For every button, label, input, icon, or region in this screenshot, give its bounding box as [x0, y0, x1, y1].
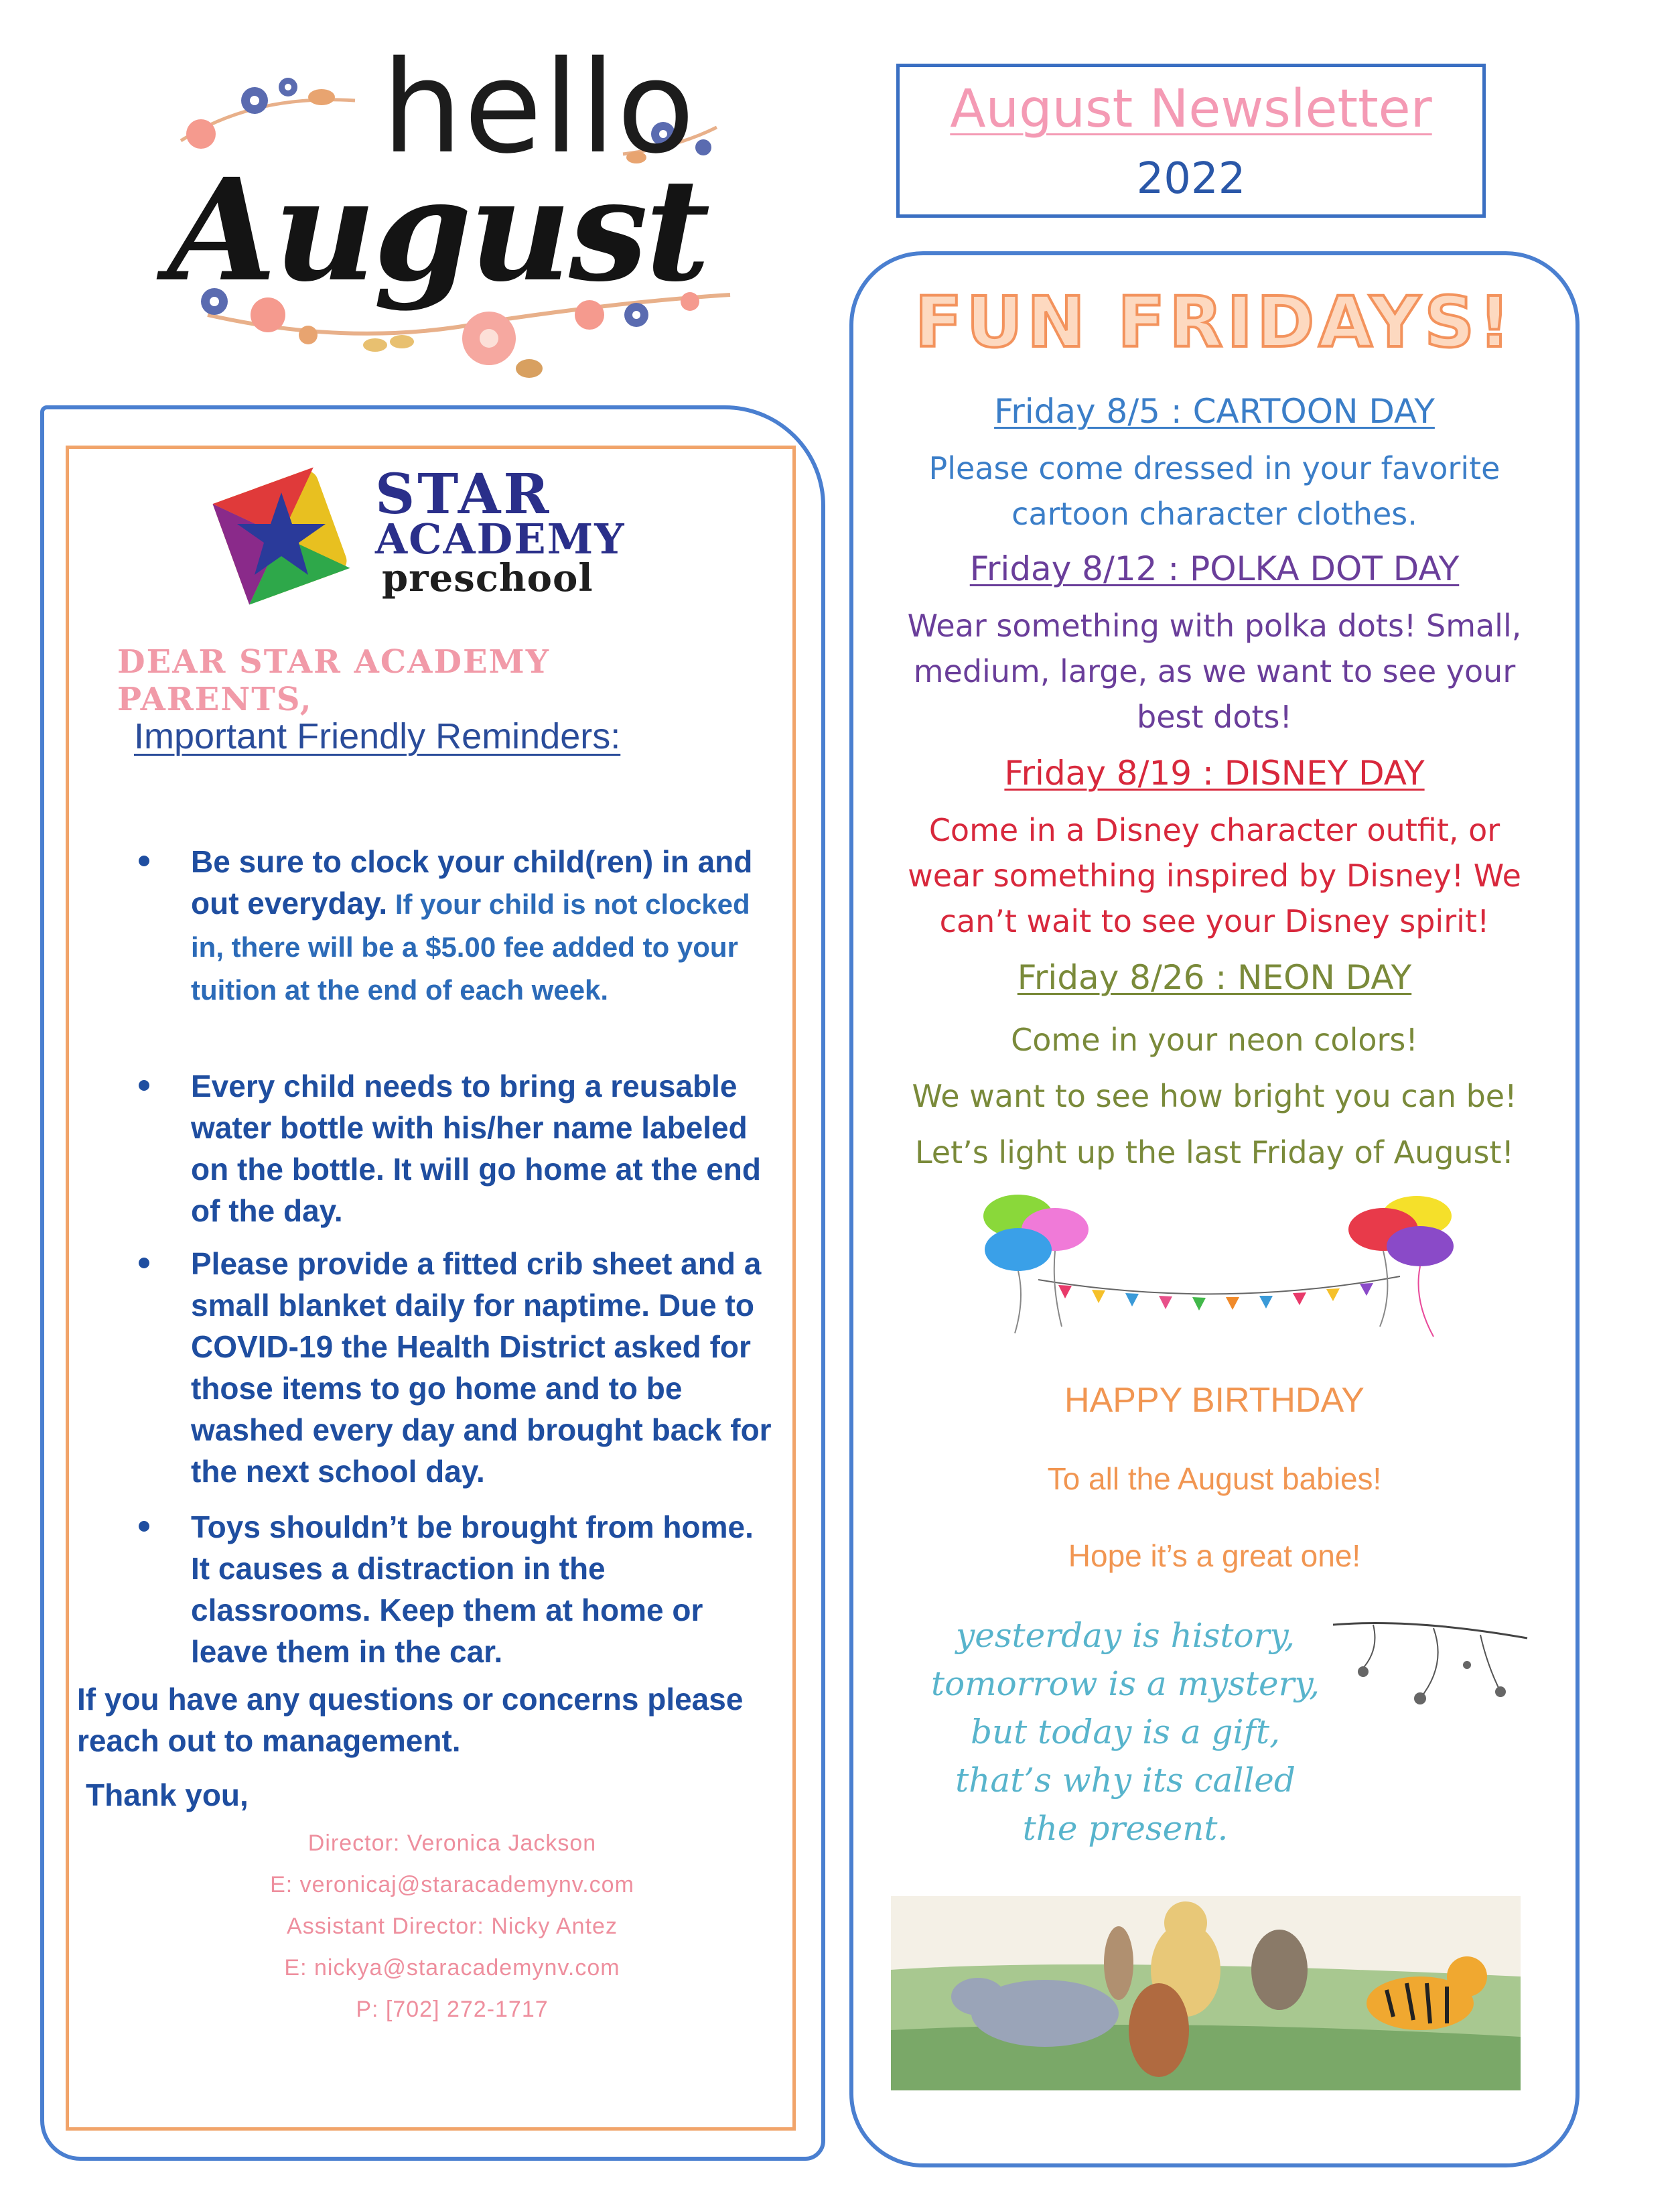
friday-line: Let’s light up the last Friday of August!: [914, 1134, 1515, 1170]
star-academy-logo: [208, 462, 650, 610]
friday-line: best dots!: [1137, 699, 1292, 735]
phone-number: P: [702] 272-1717: [356, 1997, 549, 2022]
newsletter-year: 2022: [1136, 154, 1246, 204]
reminder-bullet-1: [131, 841, 774, 1011]
friday-text-polka-dot: [849, 603, 1580, 740]
friday-heading-neon: Friday 8/26 : NEON DAY: [1017, 958, 1412, 997]
logo-preschool-text: preschool: [382, 556, 593, 600]
birthday-line-1: To all the August babies!: [1047, 1461, 1382, 1496]
reminder-text: Be sure to clock your child(ren) in and out everyday.: [191, 844, 753, 921]
reminder-text: Every child needs to bring a reusable water bottle with his/her name labeled on the bottle. It will go home at the end of the day.: [191, 1069, 761, 1228]
quote-line: yesterday is history,: [955, 1616, 1296, 1655]
quote-line: the present.: [1022, 1809, 1229, 1848]
director-email: E: veronicaj@staracademynv.com: [270, 1872, 634, 1897]
newsletter-title-box: [896, 64, 1486, 218]
birthday-title: HAPPY BIRTHDAY: [1064, 1381, 1364, 1420]
reminder-bullet-4: [131, 1506, 774, 1672]
assistant-director-email: E: nickya@staracademynv.com: [284, 1955, 620, 1981]
hello-title: hello: [382, 34, 697, 182]
friday-line: We want to see how bright you can be!: [912, 1078, 1517, 1114]
friday-text-cartoon: [849, 446, 1580, 537]
friday-line: Wear something with polka dots! Small,: [907, 608, 1522, 644]
logo-academy-text: ACADEMY: [375, 515, 626, 563]
friday-heading-disney: Friday 8/19 : DISNEY DAY: [1004, 754, 1425, 793]
thank-you: Thank you,: [86, 1778, 249, 1812]
star-logo-icon: [208, 462, 355, 610]
fun-fridays-title: FUN FRIDAYS!: [914, 281, 1515, 363]
quote-line: that’s why its called: [955, 1761, 1296, 1800]
friday-line: wear something inspired by Disney! We: [908, 858, 1521, 894]
reminder-fee-note: If your child is not clocked in, there will be a $5.00 fee added to your tuition at the end of each week.: [191, 888, 750, 1006]
friday-heading-polka-dot: Friday 8/12 : POLKA DOT DAY: [969, 549, 1460, 588]
birthday-line-2: Hope it’s a great one!: [1068, 1538, 1361, 1573]
contact-info: [121, 1822, 784, 2030]
assistant-director-name: Assistant Director: Nicky Antez: [287, 1914, 618, 1939]
reminder-text: Please provide a fitted crib sheet and a small blanket daily for naptime. Due to COVID-19 the Health District asked for those items to go home and to be washed every day and brought back for the next school day.: [191, 1246, 772, 1489]
greeting: DEAR STAR ACADEMY PARENTS,: [117, 643, 550, 718]
reminder-text: Toys shouldn’t be brought from home. It causes a distraction in the classrooms. Keep them at home or leave them in the car.: [191, 1510, 754, 1669]
friday-line: cartoon character clothes.: [1011, 496, 1417, 532]
pooh-quote: [898, 1611, 1353, 1853]
friday-line: can’t wait to see your Disney spirit!: [939, 903, 1490, 939]
august-title: August: [167, 147, 708, 313]
bullet-dot-icon: [139, 1080, 149, 1091]
quote-line: but today is a gift,: [970, 1713, 1281, 1751]
bullet-dot-icon: [139, 1258, 149, 1268]
closing-note: If you have any questions or concerns please reach out to management.: [77, 1682, 744, 1758]
quote-line: tomorrow is a mystery,: [931, 1664, 1320, 1703]
hello-august-header: [154, 34, 744, 395]
friday-text-neon: [849, 1012, 1580, 1181]
newsletter-title: August Newsletter: [950, 79, 1432, 139]
friday-text-disney: [849, 807, 1580, 944]
reminder-bullet-2: [131, 1065, 774, 1231]
balloon-banner-icon: [978, 1193, 1460, 1340]
friday-line: Come in a Disney character outfit, or: [928, 812, 1500, 848]
tree-branch-sketch-icon: [1333, 1611, 1534, 1732]
friday-line: medium, large, as we want to see your: [913, 653, 1516, 689]
reminders-heading: Important Friendly Reminders:: [134, 716, 621, 756]
bullet-dot-icon: [139, 1521, 149, 1532]
winnie-the-pooh-illustration: [891, 1896, 1521, 2090]
friday-line: Come in your neon colors!: [1011, 1022, 1418, 1058]
director-name: Director: Veronica Jackson: [307, 1830, 597, 1856]
friday-line: Please come dressed in your favorite: [928, 450, 1500, 486]
bullet-dot-icon: [139, 856, 149, 866]
reminder-bullet-3: [131, 1243, 774, 1492]
logo-star-text: STAR: [375, 462, 552, 527]
friday-heading-cartoon: Friday 8/5 : CARTOON DAY: [994, 392, 1435, 431]
